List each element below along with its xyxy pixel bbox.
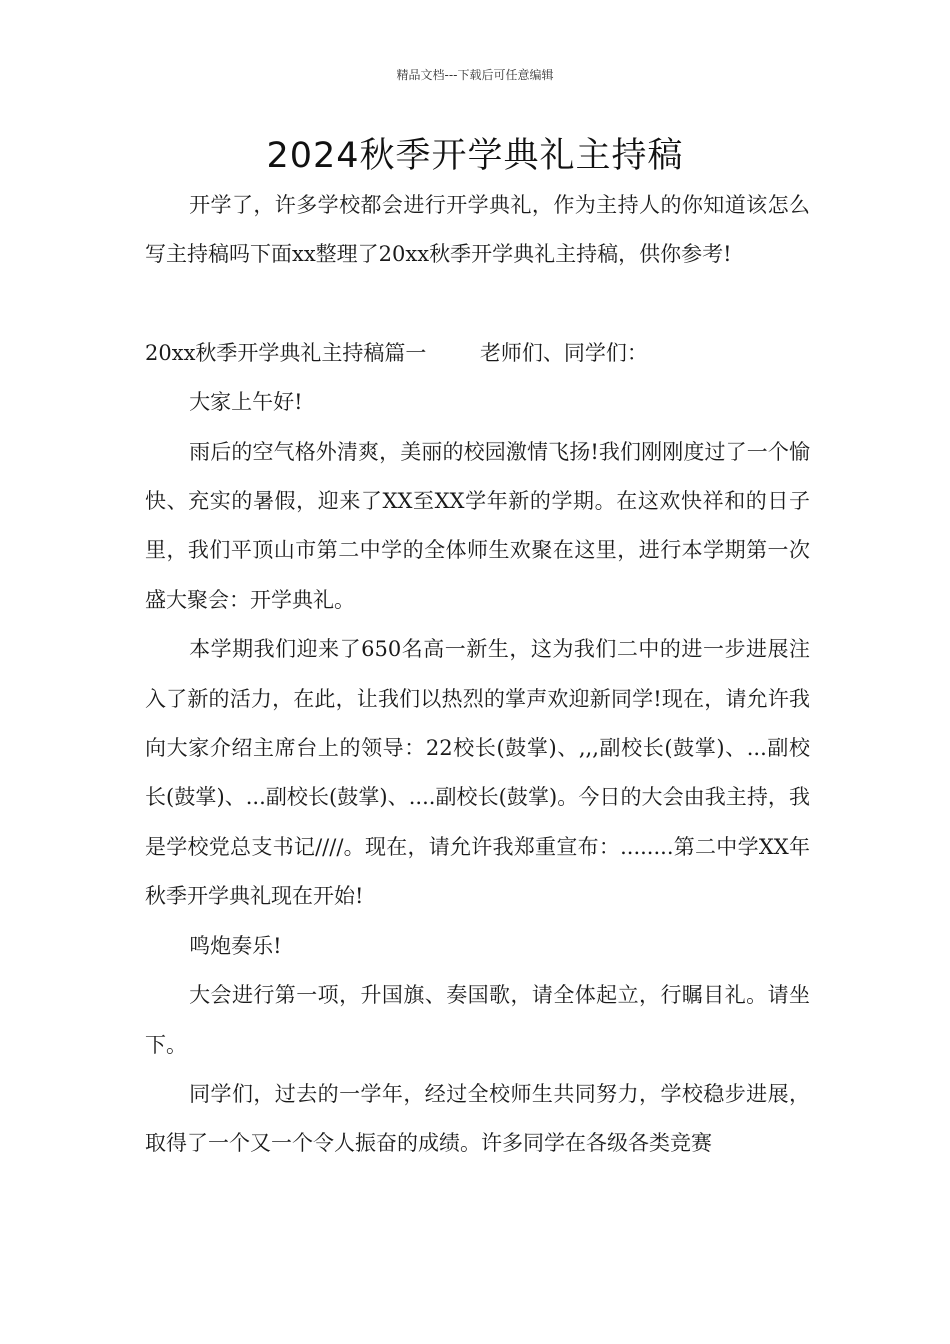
body-paragraph: 鸣炮奏乐! (189, 933, 282, 958)
salutation: 老师们、同学们： (479, 340, 648, 365)
body-paragraph: 大家上午好! (189, 390, 303, 415)
paragraph-gap (145, 280, 810, 329)
section-heading: 20xx秋季开学典礼主持稿篇一 (145, 340, 427, 365)
body-paragraph: 本学期我们迎来了650名高一新生，这为我们二中的进一步进展注入了新的活力，在此，让我们以热烈的掌声欢迎新同学!现在，请允许我向大家介绍主席台上的领导：22校长(鼓掌)、,,,副校长(鼓掌)、...副校长(鼓掌)、...副校长(鼓掌)、....副校长(鼓掌)。今日的大会由我主持，我是学校党总支书记////。现在，请允许我郑重宣布：........第二中学XX年秋季开学典礼现在开始! (145, 637, 810, 909)
body-paragraph: 大会进行第一项，升国旗、奏国歌，请全体起立，行瞩目礼。请坐下。 (145, 983, 810, 1057)
section-heading-row (145, 329, 810, 378)
body-paragraph: 同学们，过去的一学年，经过全校师生共同努力，学校稳步进展，取得了一个又一个令人振奋的成绩。许多同学在各级各类竞赛 (145, 1081, 810, 1156)
document-body (145, 181, 810, 1169)
body-paragraph: 雨后的空气格外清爽，美丽的校园激情飞扬!我们刚刚度过了一个愉快、充实的暑假，迎来了XX至XX学年新的学期。在这欢快祥和的日子里，我们平顶山市第二中学的全体师生欢聚在这里，进行本学期第一次盛大聚会：开学典礼。 (145, 439, 810, 612)
header-note: 精品文档---下载后可任意编辑 (396, 68, 554, 82)
document-title: 2024秋季开学典礼主持稿 (266, 136, 684, 176)
intro-paragraph: 开学了，许多学校都会进行开学典礼，作为主持人的你知道该怎么写主持稿吗下面xx整理了20xx秋季开学典礼主持稿，供你参考! (145, 193, 810, 267)
